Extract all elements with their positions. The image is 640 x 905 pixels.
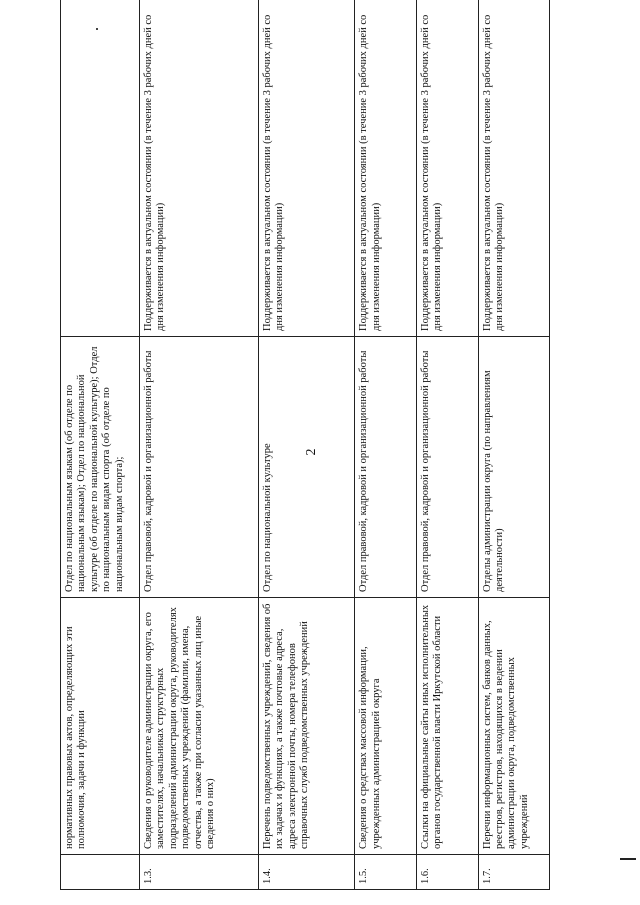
table-row [258, 0, 355, 890]
responsible-cell: Отдел правовой, кадровой и организационной работы [417, 337, 479, 598]
info-name-cell: Ссылки на официальные сайты иных исполнительных органов государственной власти Иркутской области [417, 598, 479, 855]
term-cell [61, 0, 140, 337]
row-number: 1.3. [140, 855, 259, 890]
table-row [355, 0, 417, 890]
rotated-table-container [60, 14, 550, 890]
row-number: 1.7. [478, 855, 549, 890]
info-name-cell: нормативных правовых актов, определяющих эти полномочия, задачи и функции [61, 598, 140, 855]
info-name-cell: Сведения о руководителе администрации округа, его заместителях, начальниках структурных подразделений администрации округа, руководителях подведомственных учреждений (фамилии, имена, отчества, а также при согласии указанных лиц иные сведения о них) [140, 598, 259, 855]
responsible-cell: Отделы администрации округа (по направлениям деятельности) [478, 337, 549, 598]
info-name-cell: Перечни информационных систем, банков данных, реестров, регистров, находящихся в ведении администрации округа, подведомственных учреждений [478, 598, 549, 855]
table-row [478, 0, 549, 890]
responsible-cell: Отдел правовой, кадровой и организационной работы [355, 337, 417, 598]
table-row [61, 0, 140, 890]
responsible-cell: Отдел по национальной культуре [258, 337, 355, 598]
term-cell: Поддерживается в актуальном состоянии (в течение 3 рабочих дней со дня изменения информации) [258, 0, 355, 337]
responsible-cell: Отдел по национальным языкам (об отделе по национальным языкам); Отдел по национальной культуре (об отделе по национальной культуре); Отдел по национальным видам спорта (об отделе по национальным видам спорта); [61, 337, 140, 598]
info-name-cell: Сведения о средствах массовой информации, учрежденных администрацией округа [355, 598, 417, 855]
row-number: 1.5. [355, 855, 417, 890]
row-number: 1.6. [417, 855, 479, 890]
term-cell: Поддерживается в актуальном состоянии (в течение 3 рабочих дней со дня изменения информации) [417, 0, 479, 337]
row-number: 1.4. [258, 855, 355, 890]
term-cell: Поддерживается в актуальном состоянии (в течение 3 рабочих дней со дня изменения информации) [140, 0, 259, 337]
margin-mark [620, 858, 636, 860]
table-row [140, 0, 259, 890]
term-cell: Поддерживается в актуальном состоянии (в течение 3 рабочих дней со дня изменения информации) [355, 0, 417, 337]
table-row [417, 0, 479, 890]
page-number: 2 [304, 448, 319, 456]
row-number [61, 855, 140, 890]
responsible-cell: Отдел правовой, кадровой и организационной работы [140, 337, 259, 598]
info-table [60, 0, 550, 890]
info-name-cell: Перечень подведомственных учреждений, сведения об их задачах и функциях, а также почтовые адреса, адреса электронной почты, номера телефонов справочных служб подведомственных учреждений [258, 598, 355, 855]
term-cell: Поддерживается в актуальном состоянии (в течение 3 рабочих дней со дня изменения информации) [478, 0, 549, 337]
